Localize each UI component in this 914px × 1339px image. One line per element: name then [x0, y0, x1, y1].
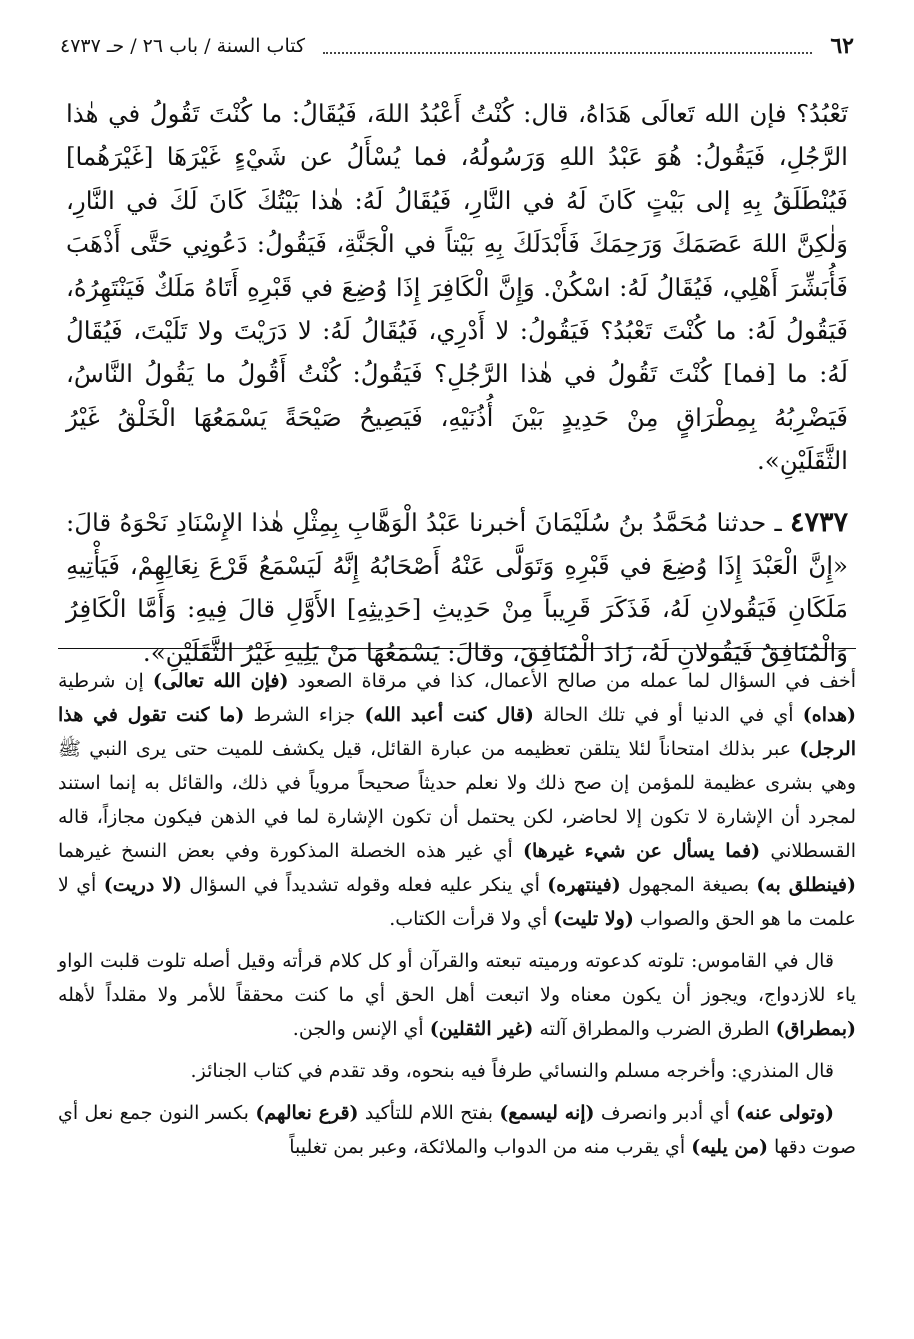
footnote-divider [58, 648, 856, 649]
header-dot-leader [323, 38, 812, 54]
footnote-lemma: (فينطلق به) [756, 874, 856, 896]
footnote-lemma: (غير الثقلين) [429, 1018, 534, 1040]
footnote-lemma: (فما يسأل عن شيء غيرها) [522, 840, 761, 862]
footnote-paragraph-1: أخف في السؤال لما عمله من صالح الأعمال، كذا في مرقاة الصعود (فإن الله تعالى) إن شرطية (هداه) أي في الدنيا أو في تلك الحالة (قال كنت أعبد الله) جزاء الشرط (ما كنت تقول في هذا الرجل) عبر بذلك امتحاناً لئلا يتلقن تعظيمه من عبارة القائل، قيل يكشف للميت حتى يرى النبي ﷺ وهي بشرى عظيمة للمؤمن إن صح ذلك ولا نعلم حديثاً صحيحاً مروياً في ذلك، والقائل به إنما استند لمجرد أن الإشارة لا تكون إلا لحاضر، لكن يحتمل أن تكون الإشارة لما في الذهن فيكون مجازاً، قاله القسطلاني (فما يسأل عن شيء غيرها) أي غير هذه الخصلة المذكورة وفي بعض النسخ غيرهما (فينطلق به) بصيغة المجهول (فينتهره) أي ينكر عليه فعله وقوله تشديداً في السؤال (لا دريت) أي لا علمت ما هو الحق والصواب (ولا تليت) أي ولا قرأت الكتاب. [58, 670, 856, 930]
footnote-lemma: (من يليه) [691, 1136, 768, 1158]
footnotes [58, 664, 856, 1172]
footnote-lemma: (لا دريت) [103, 874, 183, 896]
footnote-lemma: (فإن الله تعالى) [152, 670, 289, 692]
hadith-number: ٤٧٣٧ [789, 506, 848, 538]
footnote-lemma: (إنه ليسمع) [499, 1102, 595, 1124]
footnote-lemma: (قرع نعالهم) [255, 1102, 359, 1124]
page-number: ٦٢ [830, 33, 854, 59]
footnote-paragraph-4: (وتولى عنه) أي أدبر وانصرف (إنه ليسمع) بفتح اللام للتأكيد (قرع نعالهم) بكسر النون جمع نعل أي صوت دقها (من يليه) أي يقرب منه من الدواب والملائكة، وعبر بمن تغليباً [58, 1102, 856, 1158]
footnote-lemma: (هداه) [802, 704, 856, 726]
footnote-lemma: (ولا تليت) [553, 908, 634, 930]
footnote-lemma: (بمطراق) [775, 1018, 856, 1040]
footnote-paragraph-3: قال المنذري: وأخرجه مسلم والنسائي طرفاً فيه بنحوه، وقد تقدم في كتاب الجنائز. [190, 1060, 834, 1082]
main-text [66, 92, 848, 674]
page-header [60, 28, 854, 64]
hadith-text: ـ حدثنا مُحَمَّدُ بنُ سُلَيْمَانَ أخبرنا عَبْدُ الْوَهَّابِ بِمِثْلِ هٰذا الإِسْنَادِ نَحْوَهُ قالَ: «إِنَّ الْعَبْدَ إِذَا وُضِعَ في قَبْرِهِ وَتَوَلَّى عَنْهُ أَصْحَابُهُ إِنَّهُ لَيَسْمَعُ قَرْعَ نِعَالِهِمْ، فَيَأْتِيهِ مَلَكَانِ فَيَقُولانِ لَهُ، فَذَكَرَ قَرِيباً مِنْ حَدِيثِ [حَدِيثِهِ] الأَوَّلِ قالَ فِيهِ: وَأَمَّا الْكَافِرُ وَالْمُنَافِقُ فَيَقُولانِ لَهُ، زَادَ الْمُنَافِقَ، وقالَ: يَسْمَعُهَا مَنْ يَلِيهِ غَيْرُ الثَّقَلَيْنِ». [66, 507, 848, 667]
main-paragraph-1: تَعْبُدُ؟ فإن الله تَعالَى هَدَاهُ، قال: كُنْتُ أَعْبُدُ اللهَ، فَيُقَالُ: ما كُنْتَ تَقُولُ في هٰذا الرَّجُلِ، فَيَقُولُ: هُوَ عَبْدُ اللهِ وَرَسُولُهُ، فما يُسْأَلُ عن شَيْءٍ غَيْرَهَا [غَيْرَهُما] فَيُنْطَلَقُ بِهِ إلى بَيْتٍ كَانَ لَهُ في النَّارِ، فَيُقَالُ لَهُ: هٰذا بَيْتُكَ كَانَ لَكَ في النَّارِ، وَلٰكِنَّ اللهَ عَصَمَكَ وَرَحِمَكَ فَأَبْدَلَكَ بِهِ بَيْتاً في الْجَنَّةِ، فَيَقُولُ: دَعُونِي حَتَّى أَذْهَبَ فَأُبَشِّرَ أَهْلِي، فَيُقَالُ لَهُ: اسْكُنْ. وَإِنَّ الْكَافِرَ إِذَا وُضِعَ في قَبْرِهِ أَتَاهُ مَلَكٌ فَيَنْتَهِرُهُ، فَيَقُولُ لَهُ: ما كُنْتَ تَعْبُدُ؟ فَيَقُولُ: لا أَدْرِي، فَيُقَالُ لَهُ: لا دَرَيْتَ ولا تَلَيْتَ، فَيُقَالُ لَهُ: ما [فما] كُنْتَ تَقُولُ في هٰذا الرَّجُلِ؟ فَيَقُولُ: كُنْتُ أَقُولُ ما يَقُولُ النَّاسُ، فَيَضْرِبُهُ بِمِطْرَاقٍ مِنْ حَدِيدٍ بَيْنَ أُذُنَيْهِ، فَيَصِيحُ صَيْحَةً يَسْمَعُهَا الْخَلْقُ غَيْرُ الثَّقَلَيْنِ». [66, 99, 848, 476]
footnote-lemma: (فينتهره) [547, 874, 621, 896]
footnote-lemma: (قال كنت أعبد الله) [364, 704, 534, 726]
footnote-lemma: (ما كنت تقول في هذا الرجل) [58, 704, 856, 760]
footnote-paragraph-2: قال في القاموس: تلوته كدعوته ورميته تبعته والقرآن أو كل كلام قرأته وقيل أصله تلوت قلبت الواو ياء للازدواج، ويجوز أن يكون معناه ولا اتبعت أهل الحق أي ما كنت محققاً للأمر ولا مقلداً لأهله (بمطراق) الطرق الضرب والمطراق آلته (غير الثقلين) أي الإنس والجن. [58, 950, 856, 1040]
footnote-lemma: (وتولى عنه) [735, 1102, 834, 1124]
running-title: كتاب السنة / باب ٢٦ / حـ ٤٧٣٧ [60, 35, 306, 57]
